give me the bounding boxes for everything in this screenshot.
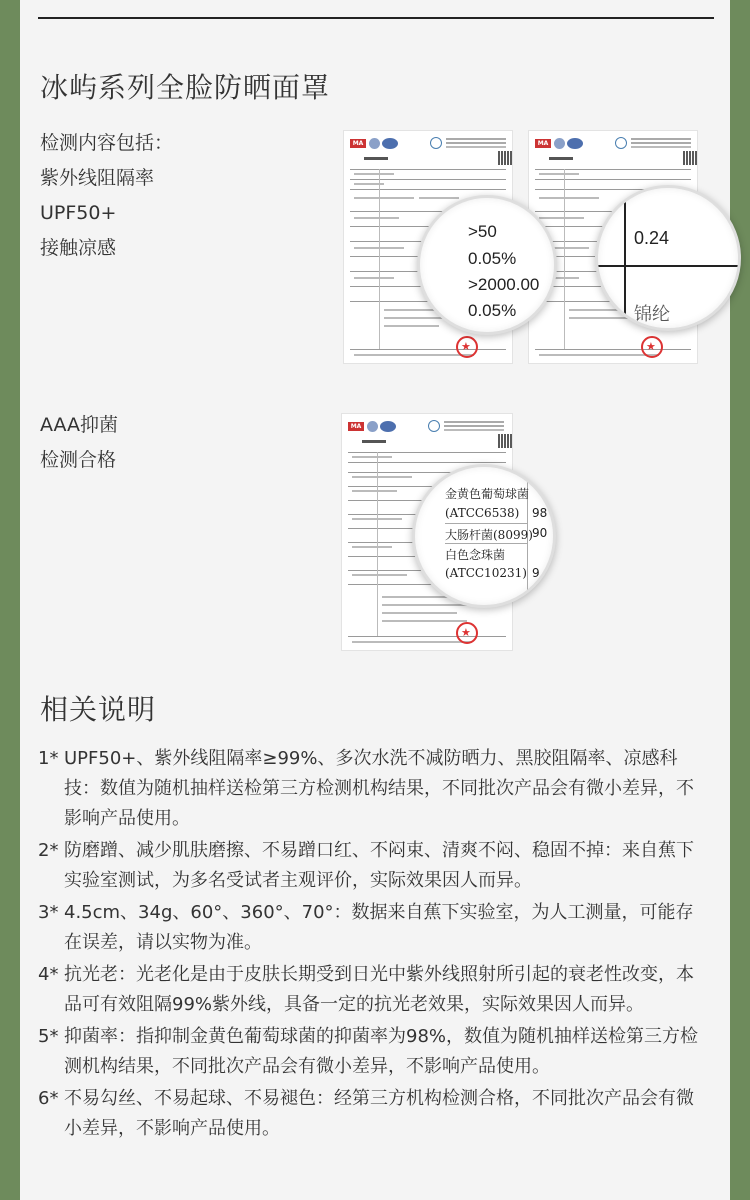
magnified-value: >2000.00 [468, 275, 540, 294]
report-header [350, 137, 506, 155]
magnified-value: 0.05% [468, 249, 517, 268]
report-title-bar [549, 157, 573, 160]
antibacterial-items [40, 408, 118, 478]
page-title: 冰屿系列全脸防晒面罩 [40, 71, 331, 104]
note-item [40, 898, 710, 958]
magnified-result: 98 [532, 506, 548, 520]
note-number: 2* [38, 840, 59, 861]
test-item: UPF50+ [40, 202, 117, 224]
report-header [535, 137, 691, 155]
note-number: 6* [38, 1088, 59, 1109]
test-item: 接触凉感 [40, 237, 117, 259]
red-seal-icon [456, 622, 478, 644]
notes-list [40, 744, 710, 1146]
page-panel [20, 0, 730, 1200]
cnas-logo [567, 138, 583, 149]
antibacterial-item: AAA抑菌 [40, 414, 119, 436]
cnas-logo [382, 138, 398, 149]
cert-logo [367, 421, 378, 432]
note-text: 抗光老：光老化是由于皮肤长期受到日光中紫外线照射所引起的衰老性改变，本品可有效阻隔99%紫外线，具备一定的抗光老效果，实际效果因人而异。 [64, 964, 694, 1015]
lab-name-lines [631, 138, 691, 140]
note-item [40, 744, 710, 834]
ma-logo: MA [535, 139, 551, 148]
lab-logo [615, 137, 627, 149]
qr-code-icon [683, 151, 697, 165]
note-item [40, 1022, 710, 1082]
test-items [40, 126, 173, 266]
ma-logo: MA [350, 139, 366, 148]
red-seal-icon [456, 336, 478, 358]
magnified-result: 9 [532, 566, 540, 580]
test-item: 紫外线阻隔率 [40, 167, 155, 189]
note-number: 5* [38, 1026, 59, 1047]
note-number: 3* [38, 902, 59, 923]
magnified-value: 金黄色葡萄球菌 [445, 487, 530, 501]
note-item [40, 1084, 710, 1144]
magnified-value: 白色念珠菌 [445, 548, 506, 562]
antibacterial-item: 检测合格 [40, 449, 117, 471]
lab-logo [430, 137, 442, 149]
cert-logo [554, 138, 565, 149]
report-title-bar [362, 440, 386, 443]
magnifier-upf-values [417, 195, 557, 335]
lab-name-lines [444, 421, 504, 423]
magnified-value: 0.05% [468, 301, 517, 320]
top-divider [38, 17, 714, 19]
qr-code-icon [498, 151, 512, 165]
note-text: 防磨蹭、减少肌肤磨擦、不易蹭口红、不闷束、清爽不闷、稳固不掉：来自蕉下实验室测试，为多名受试者主观评价，实际效果因人而异。 [64, 840, 694, 891]
qr-code-icon [498, 434, 512, 448]
note-text: 4.5cm、34g、60°、360°、70°：数据来自蕉下实验室，为人工测量，可能存在误差，请以实物为准。 [64, 902, 694, 953]
magnified-result: 90 [532, 526, 548, 540]
lab-name-lines [446, 138, 506, 140]
note-item [40, 836, 710, 896]
magnified-value: 大肠杆菌(8099) [445, 528, 533, 542]
magnified-value: 0.24 [634, 228, 670, 248]
related-notes-heading: 相关说明 [40, 693, 157, 726]
lab-logo [428, 420, 440, 432]
note-text: 不易勾丝、不易起球、不易褪色：经第三方机构检测合格，不同批次产品会有微小差异，不影响产品使用。 [64, 1088, 694, 1139]
report-header [348, 420, 506, 438]
ma-logo: MA [348, 422, 364, 431]
note-number: 4* [38, 964, 59, 985]
note-number: 1* [38, 748, 59, 769]
note-text: UPF50+、紫外线阻隔率≥99%、多次水洗不减防晒力、黑胶阻隔率、凉感科技：数值为随机抽样送检第三方检测机构结果，不同批次产品会有微小差异，不影响产品使用。 [64, 748, 694, 829]
magnified-value: (ATCC6538) [445, 506, 520, 520]
test-item: 检测内容包括： [40, 132, 174, 154]
report-title-bar [364, 157, 388, 160]
magnified-value: (ATCC10231) [445, 566, 527, 580]
magnifier-cooling-value [595, 185, 741, 331]
magnified-value: >50 [468, 222, 497, 241]
cnas-logo [380, 421, 396, 432]
magnifier-antibacterial-values [412, 464, 556, 608]
red-seal-icon [641, 336, 663, 358]
magnified-label: 锦纶 [634, 304, 670, 325]
note-text: 抑菌率：指抑制金黄色葡萄球菌的抑菌率为98%，数值为随机抽样送检第三方检测机构结果，不同批次产品会有微小差异，不影响产品使用。 [64, 1026, 699, 1077]
cert-logo [369, 138, 380, 149]
note-item [40, 960, 710, 1020]
